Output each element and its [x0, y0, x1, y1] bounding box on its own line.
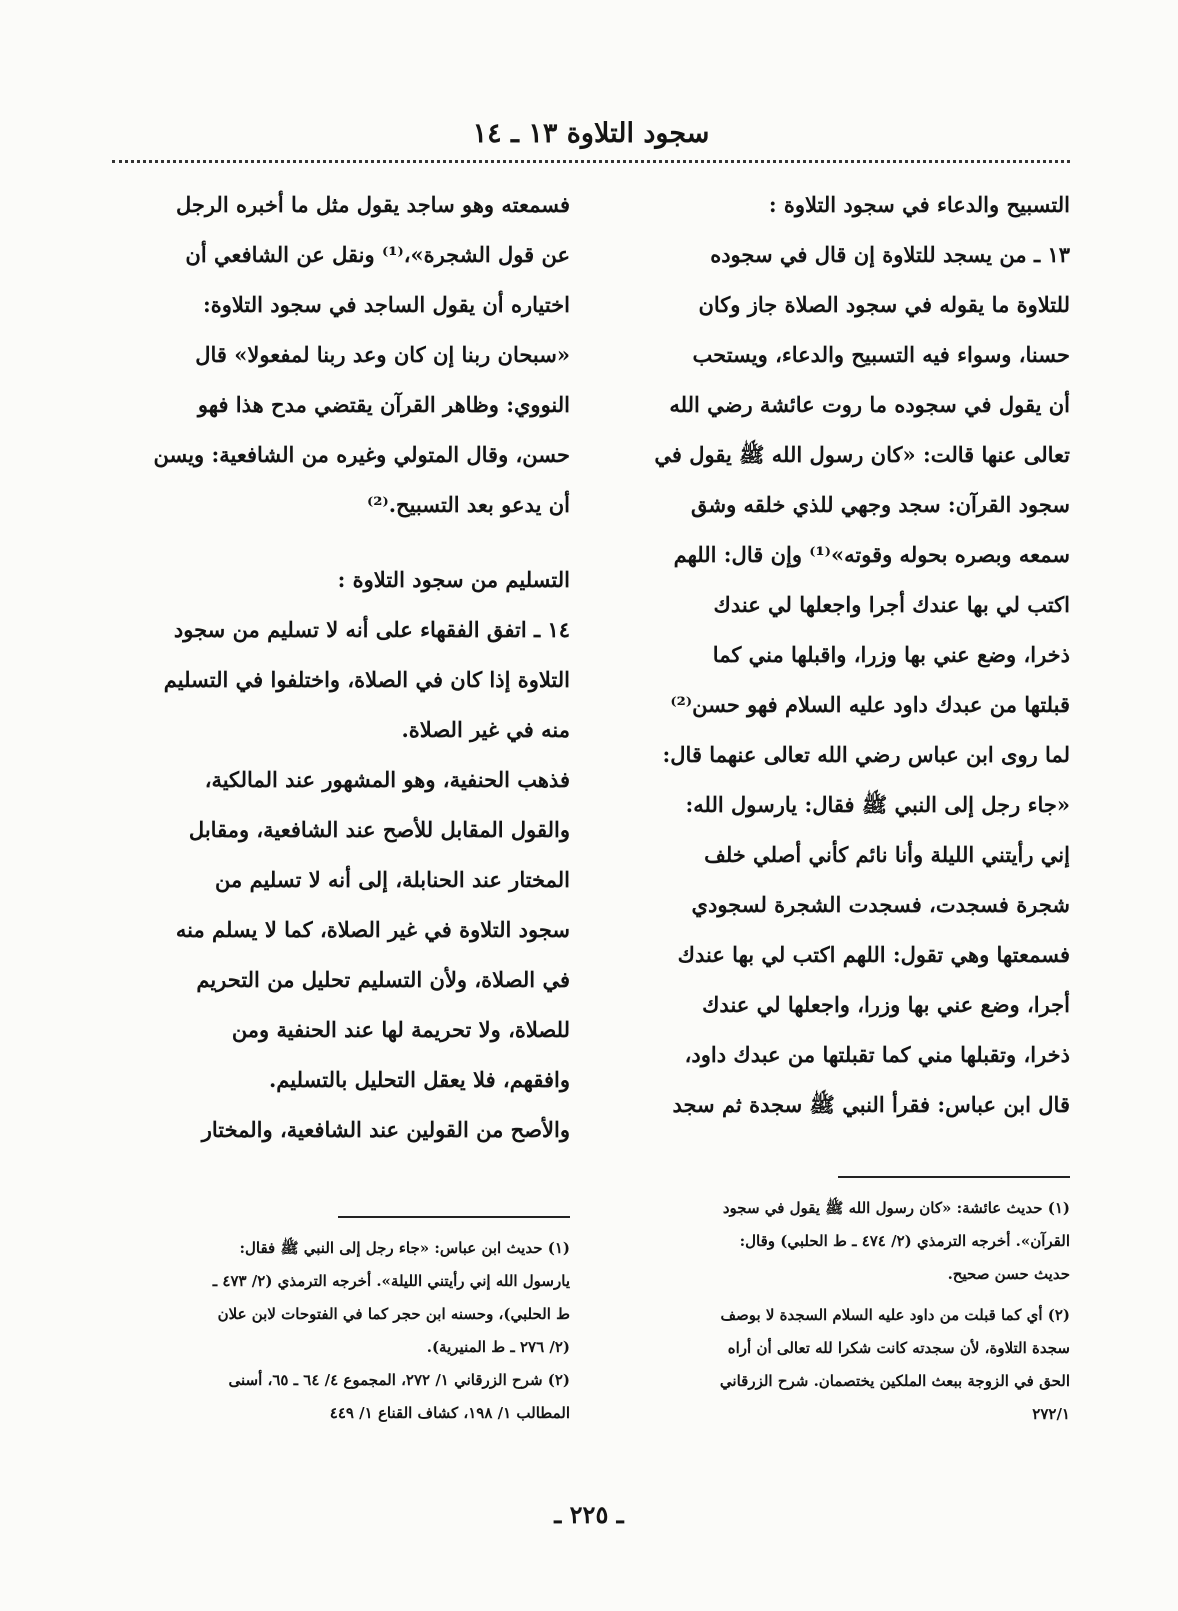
text-line: والأصح من القولين عند الشافعية، والمختار — [201, 1117, 570, 1142]
footnote-line: سجدة التلاوة، لأن سجدته كانت شكرا لله تعالى أن أراه — [727, 1339, 1070, 1357]
text-line: سمعه وبصره بحوله وقوته»⁽¹⁾ وإن قال: اللهم — [673, 542, 1070, 567]
footnote-line: الحق في الزوجة ببعث الملكين يختصمان. شرح الزرقاني — [719, 1372, 1070, 1390]
footnote-line: (٢) أي كما قبلت من داود عليه السلام السجدة لا بوصف — [720, 1306, 1070, 1324]
section-heading-taslim: التسليم من سجود التلاوة : — [337, 567, 570, 592]
text-line: شجرة فسجدت، فسجدت الشجرة لسجودي — [691, 892, 1070, 917]
text-line: منه في غير الصلاة. — [401, 717, 570, 742]
paragraph-gap — [112, 530, 570, 555]
text-line: قبلتها من عبدك داود عليه السلام فهو حسن⁽²⁾ — [670, 692, 1070, 717]
footnote-line: (١) حديث ابن عباس: «جاء رجل إلى النبي ﷺ فقال: — [239, 1239, 570, 1257]
text-line: والقول المقابل للأصح عند الشافعية، ومقابل — [188, 817, 570, 842]
text-line: المختار عند الحنابلة، إلى أنه لا تسليم من — [215, 867, 570, 892]
text-line: لما روى ابن عباس رضي الله تعالى عنهما قال: — [662, 742, 1070, 767]
footnote-rule-left — [338, 1216, 570, 1218]
text-line: النووي: وظاهر القرآن يقتضي مدح هذا فهو — [197, 392, 570, 417]
right-column — [618, 180, 1070, 1130]
text-line: تعالى عنها قالت: «كان رسول الله ﷺ يقول في — [654, 442, 1070, 467]
text-line: ١٤ ـ اتفق الفقهاء على أنه لا تسليم من سجود — [173, 617, 570, 642]
text-line: فسمعته وهو ساجد يقول مثل ما أخبره الرجل — [175, 192, 570, 217]
page-header-title: سجود التلاوة ١٣ ـ ١٤ — [472, 118, 710, 149]
left-column — [112, 180, 570, 1155]
page-number: ـ ٢٢٥ ـ — [554, 1500, 624, 1529]
footnote-line: (٢) شرح الزرقاني ١/ ٢٧٢، المجموع ٤/ ٦٤ ـ ٦٥، أسنى — [228, 1371, 570, 1389]
text-line: للتلاوة ما يقوله في سجود الصلاة جاز وكان — [698, 292, 1070, 317]
text-line: في الصلاة، ولأن التسليم تحليل من التحريم — [196, 967, 570, 992]
footnote-line: القرآن». أخرجه الترمذي (٢/ ٤٧٤ ـ ط الحلبي) وقال: — [739, 1232, 1070, 1250]
text-line: وافقهم، فلا يعقل التحليل بالتسليم. — [269, 1067, 570, 1092]
text-line: فذهب الحنفية، وهو المشهور عند المالكية، — [204, 767, 570, 792]
text-line: عن قول الشجرة»،⁽¹⁾ ونقل عن الشافعي أن — [185, 242, 570, 267]
text-line: التلاوة إذا كان في الصلاة، واختلفوا في التسليم — [163, 667, 570, 692]
text-line: أن يقول في سجوده ما روت عائشة رضي الله — [669, 392, 1070, 417]
text-line: ذخرا، وتقبلها مني كما تقبلتها من عبدك داود، — [684, 1042, 1070, 1067]
section-heading-tasbih: التسبيح والدعاء في سجود التلاوة : — [768, 192, 1070, 217]
header-dotted-rule — [112, 160, 1070, 163]
text-line: ١٣ ـ من يسجد للتلاوة إن قال في سجوده — [710, 242, 1070, 267]
text-line: أن يدعو بعد التسبيح.⁽²⁾ — [366, 492, 570, 517]
text-line: اختياره أن يقول الساجد في سجود التلاوة: — [203, 292, 570, 317]
text-line: أجرا، وضع عني بها وزرا، واجعلها لي عندك — [702, 992, 1070, 1017]
footnotes-left — [112, 1232, 570, 1430]
footnote-line: ٢٧٢/١ — [1032, 1405, 1070, 1423]
text-line: إني رأيتني الليلة وأنا نائم كأني أصلي خلف — [704, 842, 1070, 867]
text-line: قال ابن عباس: فقرأ النبي ﷺ سجدة ثم سجد — [672, 1092, 1070, 1117]
text-line: حسنا، وسواء فيه التسبيح والدعاء، ويستحب — [692, 342, 1070, 367]
text-line: حسن، وقال المتولي وغيره من الشافعية: ويسن — [153, 442, 570, 467]
footnote-gap — [618, 1291, 1070, 1299]
text-line: سجود التلاوة في غير الصلاة، كما لا يسلم منه — [175, 917, 570, 942]
text-line: «جاء رجل إلى النبي ﷺ فقال: يارسول الله: — [685, 792, 1070, 817]
footnote-rule-right — [838, 1176, 1070, 1178]
text-line: فسمعتها وهي تقول: اللهم اكتب لي بها عندك — [677, 942, 1070, 967]
footnote-line: يارسول الله إني رأيتني الليلة». أخرجه الترمذي (٢/ ٤٧٣ ـ — [212, 1272, 570, 1290]
footnote-line: حديث حسن صحيح. — [947, 1265, 1070, 1283]
text-line: ذخرا، وضع عني بها وزرا، واقبلها مني كما — [712, 642, 1070, 667]
text-line: للصلاة، ولا تحريمة لها عند الحنفية ومن — [231, 1017, 570, 1042]
footnote-line: المطالب ١/ ١٩٨، كشاف القناع ١/ ٤٤٩ — [329, 1404, 570, 1422]
footnote-line: ط الحلبي)، وحسنه ابن حجر كما في الفتوحات لابن علان — [217, 1305, 570, 1323]
text-line: «سبحان ربنا إن كان وعد ربنا لمفعولا» قال — [195, 342, 570, 367]
text-line: سجود القرآن: سجد وجهي للذي خلقه وشق — [690, 492, 1070, 517]
footnote-line: (٢/ ٢٧٦ ـ ط المنيرية). — [426, 1338, 570, 1356]
text-line: اكتب لي بها عندك أجرا واجعلها لي عندك — [713, 592, 1070, 617]
footnote-line: (١) حديث عائشة: «كان رسول الله ﷺ يقول في سجود — [722, 1199, 1070, 1217]
footnotes-right — [618, 1192, 1070, 1431]
